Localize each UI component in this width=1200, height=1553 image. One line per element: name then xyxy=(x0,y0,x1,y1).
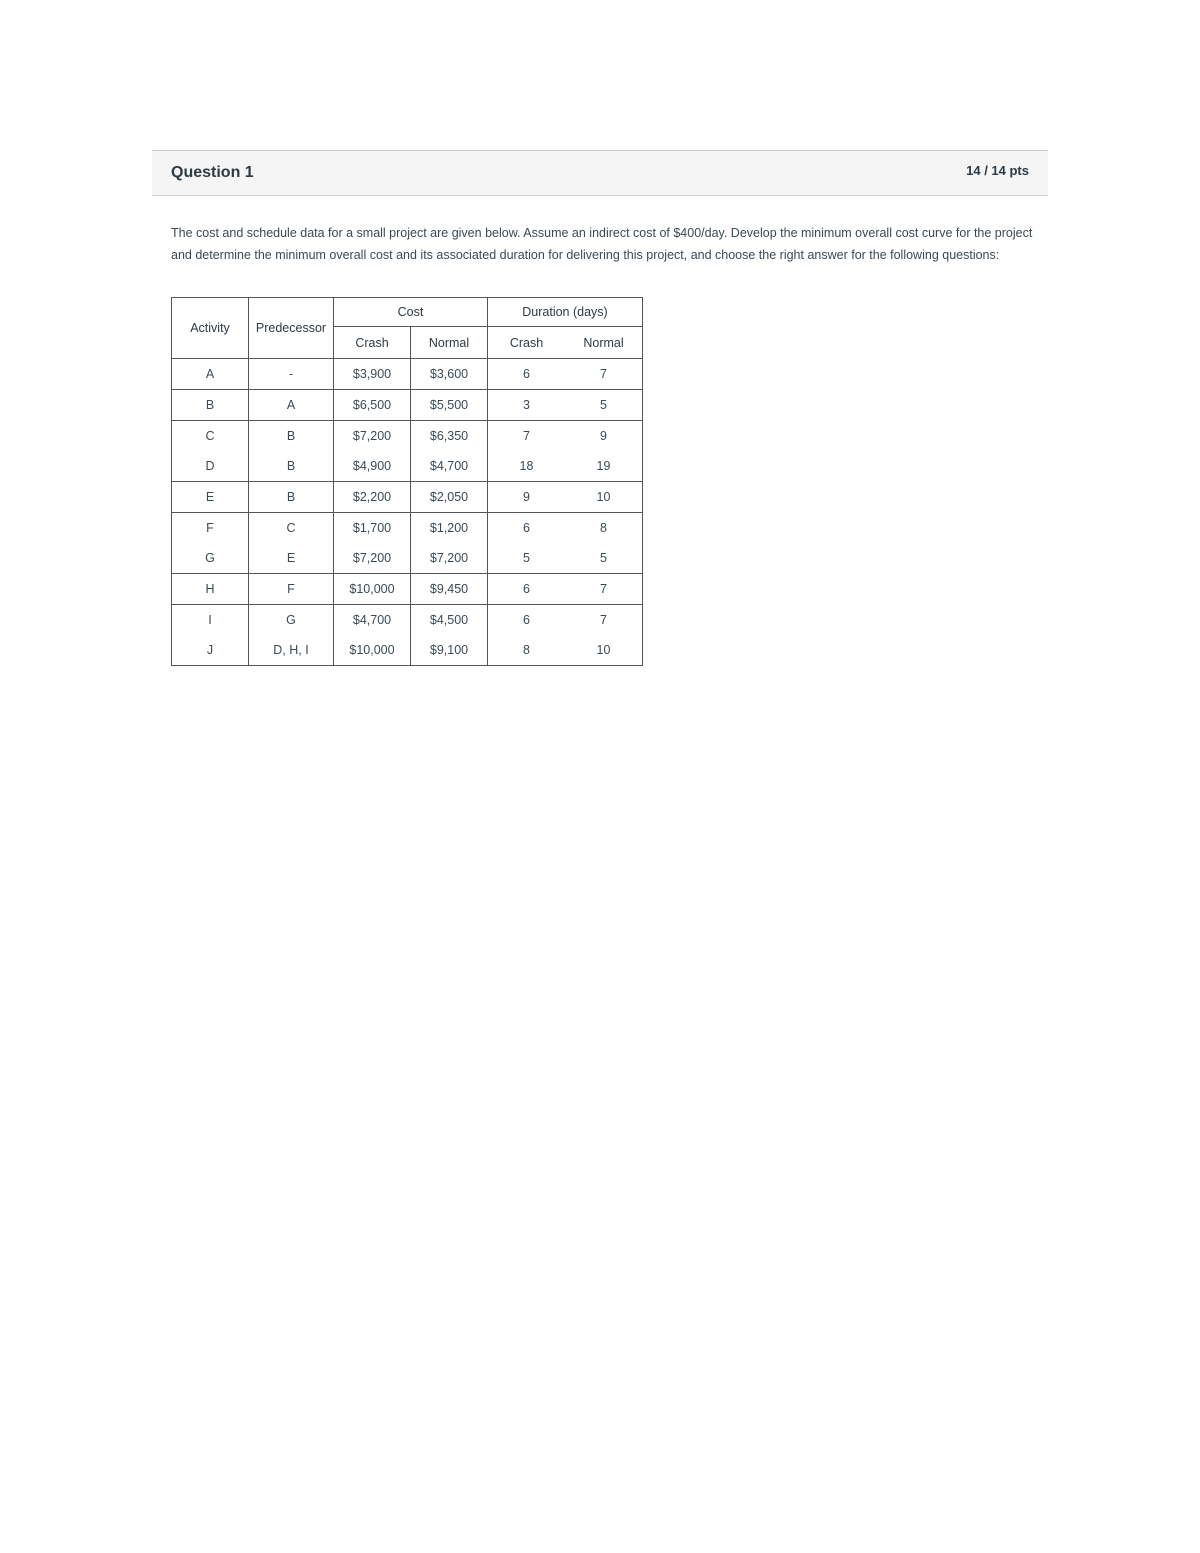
table-row xyxy=(172,359,643,390)
cell-cost-normal: $7,200 xyxy=(411,543,488,574)
cell-predecessor: F xyxy=(249,574,334,605)
cell-cost-normal: $9,450 xyxy=(411,574,488,605)
cell-predecessor: D, H, I xyxy=(249,635,334,666)
cell-predecessor: C xyxy=(249,513,334,544)
cell-duration-crash: 3 xyxy=(488,390,566,421)
header-cost-crash: Crash xyxy=(334,327,411,359)
table-row xyxy=(172,390,643,421)
header-predecessor: Predecessor xyxy=(249,298,334,359)
cell-duration-normal: 5 xyxy=(565,390,643,421)
question-points: 14 / 14 pts xyxy=(966,163,1029,178)
cell-cost-crash: $2,200 xyxy=(334,482,411,513)
cell-activity: F xyxy=(172,513,249,544)
cell-activity: G xyxy=(172,543,249,574)
cell-predecessor: B xyxy=(249,421,334,452)
table-row xyxy=(172,543,643,574)
cell-activity: H xyxy=(172,574,249,605)
cell-cost-normal: $2,050 xyxy=(411,482,488,513)
table-row xyxy=(172,574,643,605)
header-cost-normal: Normal xyxy=(411,327,488,359)
cell-cost-normal: $4,700 xyxy=(411,451,488,482)
cell-activity: E xyxy=(172,482,249,513)
cell-duration-normal: 8 xyxy=(565,513,643,544)
cell-predecessor: B xyxy=(249,482,334,513)
cell-duration-normal: 9 xyxy=(565,421,643,452)
cell-cost-crash: $4,700 xyxy=(334,605,411,636)
cell-cost-crash: $1,700 xyxy=(334,513,411,544)
header-duration: Duration (days) xyxy=(488,298,643,327)
cell-cost-normal: $3,600 xyxy=(411,359,488,390)
cell-duration-crash: 6 xyxy=(488,574,566,605)
header-duration-normal: Normal xyxy=(565,327,643,359)
cell-duration-normal: 5 xyxy=(565,543,643,574)
cell-duration-normal: 10 xyxy=(565,635,643,666)
cell-predecessor: B xyxy=(249,451,334,482)
table-row xyxy=(172,605,643,636)
cell-duration-crash: 18 xyxy=(488,451,566,482)
question-text: The cost and schedule data for a small project are given below. Assume an indirect cost of $400/day. Develop the minimum overall cost curve for the project and determine the minimum overall cost and its associated duration for delivering this project, and choose the right answer for the following questions: xyxy=(171,226,1033,262)
table-row xyxy=(172,451,643,482)
cell-predecessor: - xyxy=(249,359,334,390)
cell-cost-normal: $6,350 xyxy=(411,421,488,452)
question-title: Question 1 xyxy=(171,164,254,181)
cell-duration-crash: 8 xyxy=(488,635,566,666)
cell-duration-normal: 10 xyxy=(565,482,643,513)
table-row xyxy=(172,513,643,544)
cell-cost-crash: $7,200 xyxy=(334,421,411,452)
cell-cost-crash: $4,900 xyxy=(334,451,411,482)
table-row xyxy=(172,635,643,666)
cell-cost-crash: $6,500 xyxy=(334,390,411,421)
cell-duration-normal: 7 xyxy=(565,359,643,390)
cell-cost-normal: $4,500 xyxy=(411,605,488,636)
cell-duration-crash: 5 xyxy=(488,543,566,574)
cell-predecessor: G xyxy=(249,605,334,636)
question-header xyxy=(152,150,1048,196)
cell-activity: D xyxy=(172,451,249,482)
table-row xyxy=(172,482,643,513)
cell-duration-crash: 6 xyxy=(523,521,530,535)
cell-cost-crash: $7,200 xyxy=(334,543,411,574)
cell-duration-crash: 6 xyxy=(488,359,566,390)
cell-activity: I xyxy=(172,605,249,636)
cell-cost-crash: $10,000 xyxy=(334,574,411,605)
cell-duration-normal: 7 xyxy=(565,605,643,636)
cell-duration-normal: 19 xyxy=(565,451,643,482)
cell-cost-normal: $5,500 xyxy=(411,390,488,421)
cell-activity: A xyxy=(172,359,249,390)
cell-duration-normal: 7 xyxy=(565,574,643,605)
header-duration-crash: Crash xyxy=(488,327,566,359)
cell-duration-crash: 6 xyxy=(523,613,530,627)
cell-cost-normal: $1,200 xyxy=(411,513,488,544)
cell-activity: C xyxy=(172,421,249,452)
cell-duration-crash: 9 xyxy=(488,482,566,513)
question-card xyxy=(152,150,1048,657)
header-cost: Cost xyxy=(334,298,488,327)
cost-schedule-table xyxy=(171,297,643,666)
cell-cost-crash: $3,900 xyxy=(334,359,411,390)
cell-predecessor: E xyxy=(249,543,334,574)
cell-cost-crash: $10,000 xyxy=(334,635,411,666)
cell-activity: B xyxy=(172,390,249,421)
cell-cost-normal: $9,100 xyxy=(411,635,488,666)
cell-activity: J xyxy=(172,635,249,666)
header-activity: Activity xyxy=(172,298,249,359)
cell-predecessor: A xyxy=(249,390,334,421)
table-row xyxy=(172,421,643,452)
cell-duration-crash: 7 xyxy=(523,429,530,443)
